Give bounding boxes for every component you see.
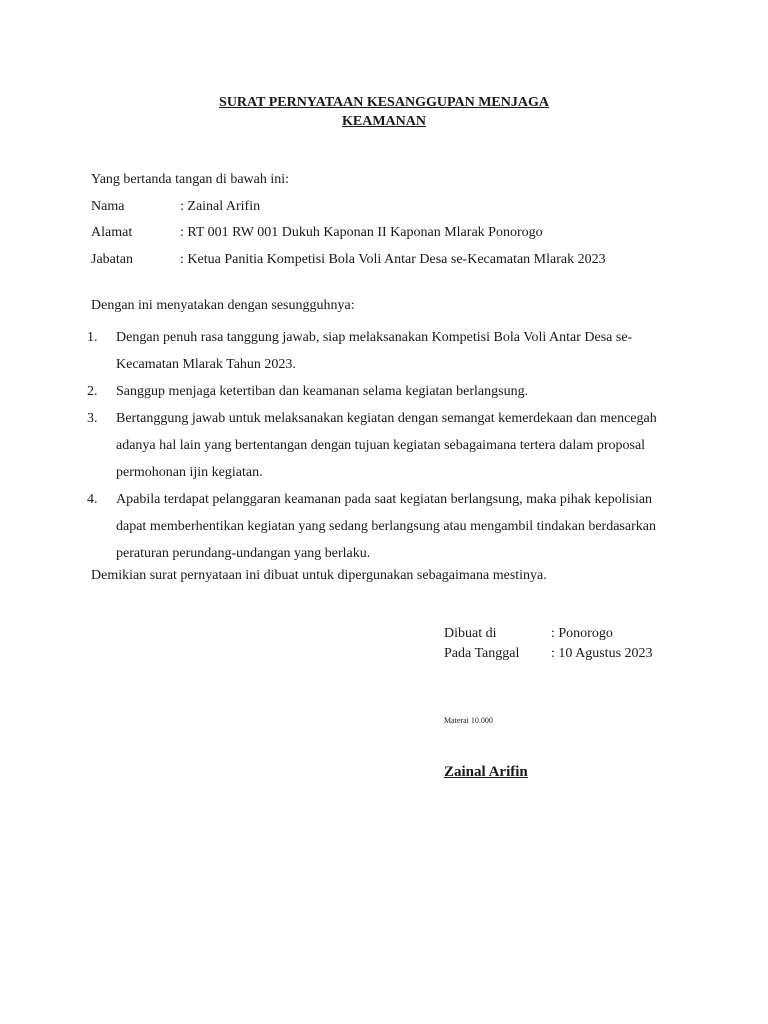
list-item [87, 405, 671, 486]
closing-text: Demikian surat pernyataan ini dibuat untuk dipergunakan sebagaimana mestinya. [91, 568, 547, 583]
intro-text: Yang bertanda tangan di bawah ini: [91, 172, 290, 187]
field-label: Alamat [91, 225, 133, 240]
signer-name: Zainal Arifin [444, 764, 528, 780]
list-number: 2. [87, 384, 98, 399]
materai-label: Materai 10.000 [444, 716, 493, 725]
list-text: Bertanggung jawab untuk melaksanakan kegiatan dengan semangat kemerdekaan dan mencegah adanya hal lain yang bertentangan dengan tujuan kegiatan sebagaimana tertera dalam proposal permohonan ijin kegiatan. [116, 411, 657, 480]
place-label: Dibuat di [444, 626, 497, 641]
list-item [87, 324, 671, 378]
list-number: 4. [87, 492, 98, 507]
field-label: Nama [91, 199, 125, 214]
field-value: : RT 001 RW 001 Dukuh Kaponan II Kaponan Mlarak Ponorogo [180, 224, 543, 242]
title-line-2: KEAMANAN [342, 114, 426, 129]
document-title [0, 93, 768, 131]
field-value: : Zainal Arifin [180, 198, 260, 216]
date-value: : 10 Agustus 2023 [551, 645, 653, 663]
list-text: Dengan penuh rasa tanggung jawab, siap melaksanakan Kompetisi Bola Voli Antar Desa se-Kecamatan Mlarak Tahun 2023. [116, 330, 633, 372]
list-number: 1. [87, 330, 98, 345]
field-label: Jabatan [91, 252, 133, 267]
field-value: : Ketua Panitia Kompetisi Bola Voli Antar Desa se-Kecamatan Mlarak 2023 [180, 251, 606, 269]
list-item [87, 378, 671, 405]
place-value: : Ponorogo [551, 625, 613, 643]
list-number: 3. [87, 411, 98, 426]
declaration-intro: Dengan ini menyatakan dengan sesungguhnya: [91, 298, 355, 313]
declaration-list [87, 324, 671, 567]
list-item [87, 486, 671, 567]
list-text: Apabila terdapat pelanggaran keamanan pada saat kegiatan berlangsung, maka pihak kepolisian dapat memberhentikan kegiatan yang sedang berlangsung atau mengambil tindakan berdasarkan peraturan perundang-undangan yang berlaku. [116, 492, 656, 561]
title-line-1: SURAT PERNYATAAN KESANGGUPAN MENJAGA [219, 95, 549, 110]
date-label: Pada Tanggal [444, 646, 520, 661]
list-text: Sanggup menjaga ketertiban dan keamanan selama kegiatan berlangsung. [116, 384, 529, 399]
